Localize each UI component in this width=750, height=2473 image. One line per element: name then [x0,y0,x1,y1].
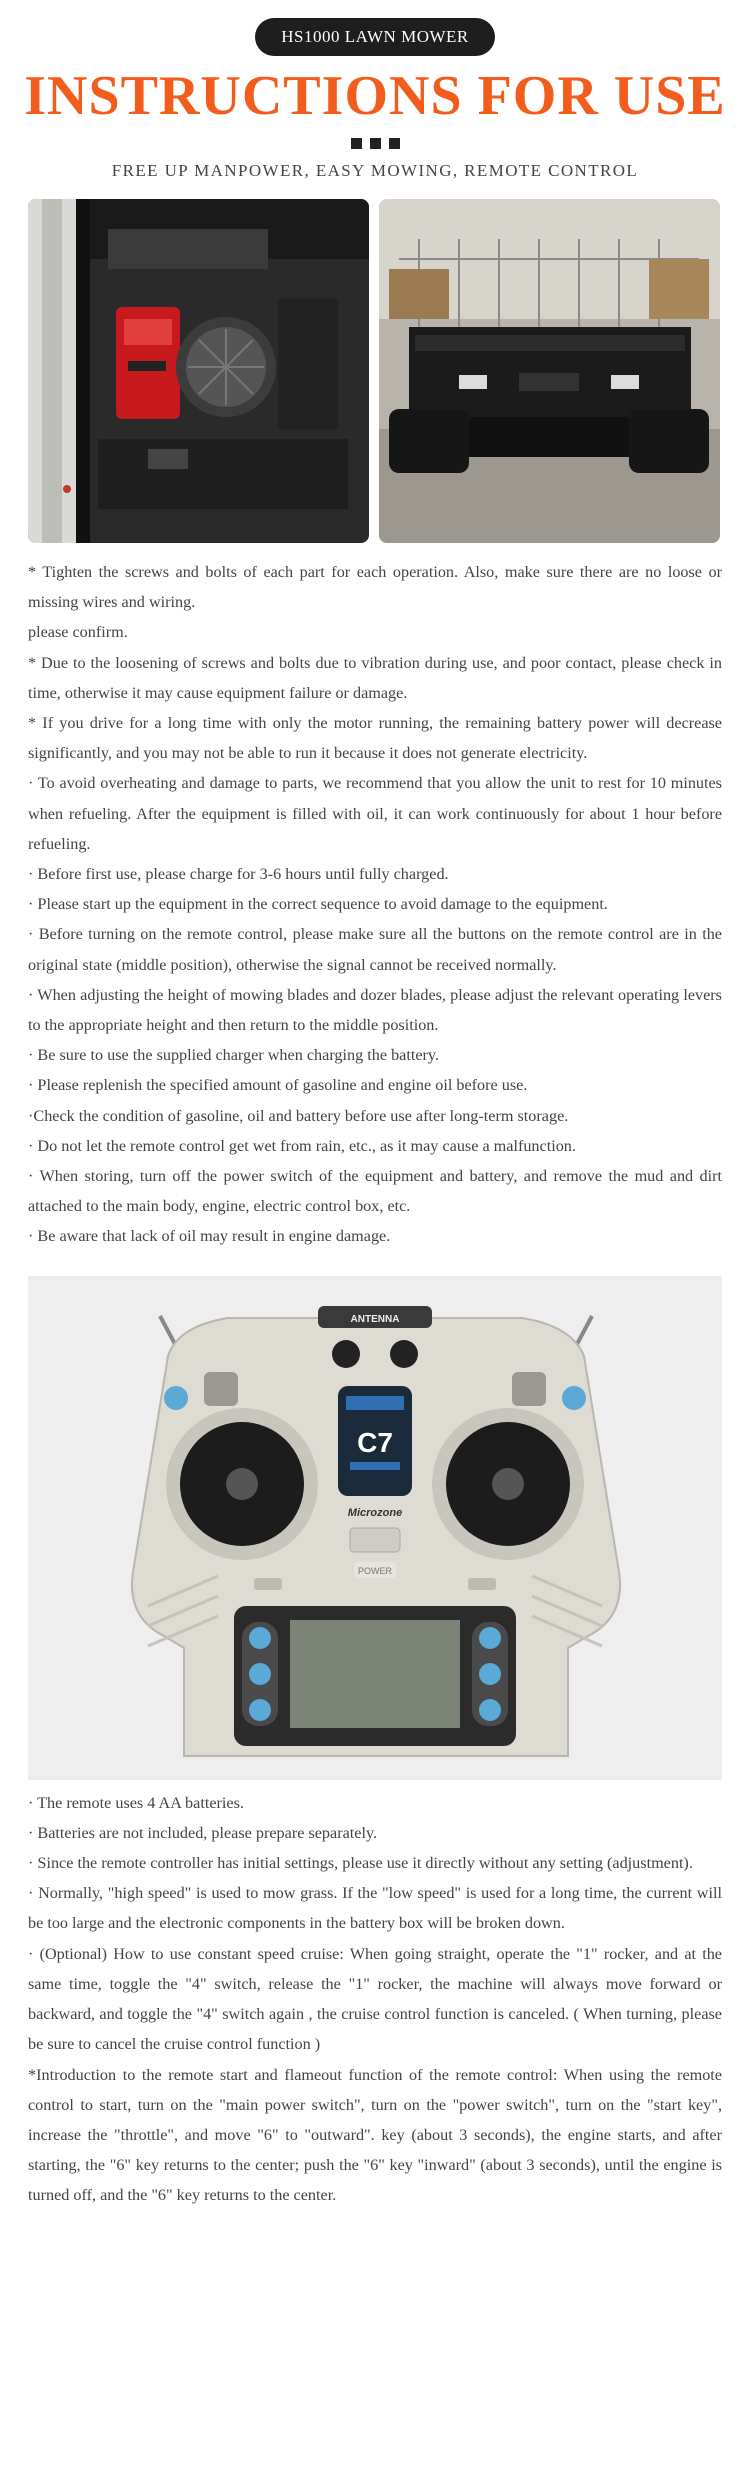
instruction-item: · Before first use, please charge for 3-6 hours until fully charged. [28,865,449,884]
instruction-item: * Tighten the screws and bolts of each part for each operation. Also, make sure there are no loose or missing wires and wiring. [28,563,722,612]
remote-notes-list [0,1788,750,2211]
mower-photo [379,199,720,543]
antenna-label: ANTENNA [350,1313,400,1325]
instruction-item: · When adjusting the height of mowing blades and dozer blades, please adjust the relevant operating levers to the appropriate height and then return to the middle position. [28,985,722,1035]
engine-photo [28,199,369,543]
page-subtitle: FREE UP MANPOWER, EASY MOWING, REMOTE CONTROL [111,161,639,180]
photo-row [0,199,750,543]
decorative-dots [0,138,750,149]
header [0,0,750,181]
instruction-item: · Do not let the remote control get wet from rain, etc., as it may cause a malfunction. [28,1136,576,1155]
dot-icon [389,138,400,149]
instruction-item: · Before turning on the remote control, please make sure all the buttons on the remote control are in the original state (middle position), otherwise the signal cannot be received normally. [28,925,722,974]
remote-note-item: · Normally, "high speed" is used to mow grass. If the "low speed" is used for a long time, the current will be too large and the electronic components in the battery box will be broken down. [28,1884,722,1933]
remote-note-item: · Since the remote controller has initial settings, please use it directly without any setting (adjustment). [28,1854,693,1873]
dot-icon [351,138,362,149]
remote-power-label: POWER [357,1565,393,1576]
instruction-item: · Please replenish the specified amount of gasoline and engine oil before use. [28,1076,528,1095]
instruction-item: · When storing, turn off the power switch of the equipment and battery, and remove the mud and dirt attached to the main body, engine, electric control box, etc. [28,1167,722,1216]
instruction-item: · To avoid overheating and damage to parts, we recommend that you allow the unit to rest for 10 minutes when refueling. After the equipment is filled with oil, it can work continuously for about 1 hour before refueling. [28,774,722,853]
instruction-item: · Be sure to use the supplied charger when charging the battery. [28,1046,440,1065]
remote-model-label: C7 [357,1426,393,1458]
instruction-item: ·Check the condition of gasoline, oil and battery before use after long-term storage. [28,1106,569,1125]
instructions-list [0,557,750,1252]
instruction-item: * Due to the loosening of screws and bolts due to vibration during use, and poor contact, please check in time, otherwise it may cause equipment failure or damage. [28,653,722,702]
page-title: INSTRUCTIONS FOR USE [24,65,726,127]
remote-note-item: · The remote uses 4 AA batteries. [28,1793,244,1812]
remote-controller-photo [28,1276,722,1780]
dot-icon [370,138,381,149]
remote-note-item: · (Optional) How to use constant speed cruise: When going straight, operate the "1" rocker, and at the same time, toggle the "4" switch, release the "1" rocker, the machine will always move forward or backward, and toggle the "4" switch again , the cruise control function is canceled. ( When turning, please be sure to cancel the cruise control function ) [28,1944,722,2054]
instruction-item: · Be aware that lack of oil may result in engine damage. [28,1227,391,1246]
instruction-item: · Please start up the equipment in the correct sequence to avoid damage to the equipment. [28,895,608,914]
product-pill: HS1000 LAWN MOWER [255,18,495,56]
instruction-item: please confirm. [28,623,128,642]
remote-brand-label: Microzone [347,1506,403,1519]
remote-note-item: *Introduction to the remote start and flameout function of the remote control: When using the remote control to start, turn on the "main power switch", turn on the "power switch", turn on the "start key", increase the "throttle", and move "6" to "outward". key (about 3 seconds), the engine starts, and after starting, the "6" key returns to the center; push the "6" key "inward" (about 3 seconds), until the engine is turned off, and the "6" key returns to the center. [28,2065,722,2205]
remote-note-item: · Batteries are not included, please prepare separately. [28,1823,378,1842]
instruction-item: * If you drive for a long time with only the motor running, the remaining battery power will decrease significantly, and you may not be able to run it because it does not generate electricity. [28,714,722,763]
